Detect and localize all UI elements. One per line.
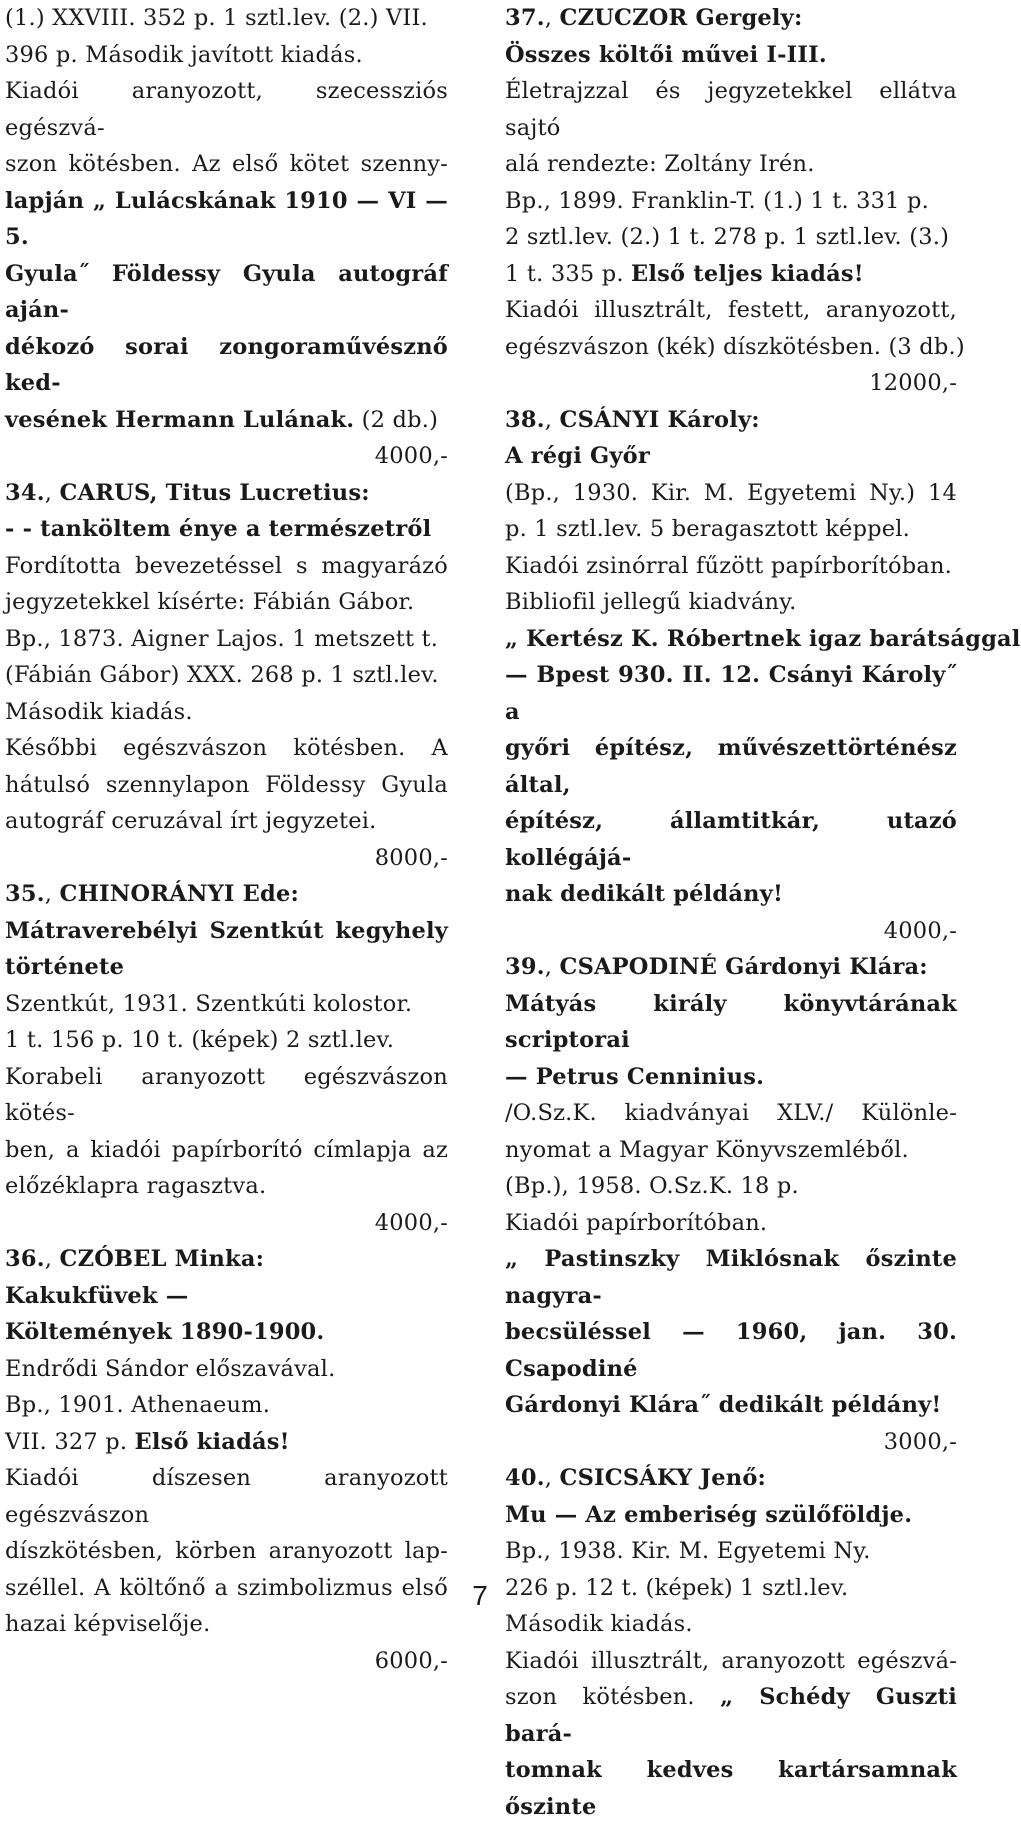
text-segment: 8000,- — [374, 844, 448, 871]
bold-text: Gárdonyi Klára˝ dedikált példány! — [505, 1392, 942, 1418]
text-segment: Fordította bevezetéssel s magyarázó — [5, 552, 448, 579]
bold-text: Összes költői művei I-III. — [505, 41, 827, 68]
catalog-line — [505, 803, 957, 876]
text-segment: (Fábián Gábor) XXX. 268 p. 1 sztl.lev. — [5, 662, 439, 688]
bold-text: A régi Győr — [505, 443, 650, 469]
catalog-line — [505, 1168, 957, 1205]
catalog-line — [505, 292, 957, 329]
text-segment: 2 sztl.lev. (2.) 1 t. 278 p. 1 sztl.lev. (3.) — [505, 224, 950, 250]
bold-text: története — [5, 954, 125, 980]
catalog-line — [505, 329, 965, 366]
catalog-line — [505, 146, 957, 183]
bold-text: — Bpest 930. II. 12. Csányi Károly˝ a — [505, 662, 957, 725]
catalog-line — [505, 1752, 957, 1825]
text-segment: jegyzetekkel kísérte: Fábián Gábor. — [5, 589, 415, 615]
catalog-line — [5, 183, 448, 256]
text-segment: , — [544, 5, 560, 31]
catalog-line — [5, 913, 448, 950]
bold-text: lapján „ Lulácskának 1910 — VI — 5. — [5, 187, 448, 250]
right-column — [505, 0, 1021, 1825]
catalog-line — [505, 657, 957, 730]
catalog-line — [5, 803, 448, 840]
catalog-line — [505, 1241, 957, 1314]
bold-text: becsüléssel — 1960, jan. 30. Csapodiné — [505, 1319, 957, 1382]
text-segment: szon kötésben. Az első kötet szenny- — [5, 151, 448, 177]
text-segment: (Bp., 1930. Kir. M. Egyetemi Ny.) 14 — [505, 479, 957, 506]
catalog-line — [5, 949, 448, 986]
catalog-line — [505, 1205, 957, 1242]
catalog-line — [5, 657, 448, 694]
text-segment: Bp., 1901. Athenaeum. — [5, 1392, 271, 1418]
text-segment: Kiadói illusztrált, festett, aranyozott, — [505, 297, 957, 323]
catalog-line — [505, 1679, 957, 1752]
text-segment: hazai képviselője. — [5, 1611, 211, 1637]
price-line — [505, 365, 957, 402]
price-line — [505, 1424, 957, 1461]
catalog-line — [5, 256, 448, 329]
bold-text: győri építész, művészettörténész által, — [505, 735, 957, 798]
catalog-line — [5, 1387, 448, 1424]
text-segment: egészvászon (kék) díszkötésben. (3 db.) — [505, 333, 965, 360]
catalog-line — [5, 621, 448, 658]
catalog-line — [5, 694, 448, 731]
text-segment: Kiadói papírborítóban. — [505, 1209, 768, 1236]
bold-text: építész, államtitkár, utazó kollégájá- — [505, 808, 957, 871]
bold-text: dékozó sorai zongoraművésznő ked- — [5, 333, 448, 396]
catalog-line — [5, 511, 448, 548]
bold-text: CSAPODINÉ Gárdonyi Klára: — [559, 954, 928, 980]
text-segment: Bp., 1938. Kir. M. Egyetemi Ny. — [505, 1538, 871, 1564]
catalog-line — [505, 37, 957, 74]
text-segment: 4000,- — [374, 1209, 448, 1236]
bold-text: 34. — [5, 479, 45, 506]
bold-text: CZUCZOR Gergely: — [559, 5, 803, 31]
bold-text: CSICSÁKY Jenő: — [559, 1465, 767, 1491]
catalog-line — [5, 548, 448, 585]
catalog-line — [5, 329, 448, 402]
text-segment: Korabeli aranyozott egészvászon kötés- — [5, 1063, 448, 1126]
text-segment: Szentkút, 1931. Szentkúti kolostor. — [5, 990, 413, 1017]
text-segment: , — [544, 954, 560, 980]
catalog-line — [505, 1643, 957, 1680]
catalog-line — [505, 876, 957, 913]
bold-text: „ Schédy Guszti bará- — [505, 1684, 957, 1747]
catalog-line — [5, 730, 448, 767]
catalog-line — [505, 402, 957, 439]
text-segment: (Bp.), 1958. O.Sz.K. 18 p. — [505, 1173, 799, 1199]
catalog-line — [505, 584, 957, 621]
text-segment: hátulsó szennylapon Földessy Gyula — [5, 771, 448, 798]
catalog-line — [505, 949, 957, 986]
catalog-line — [5, 1460, 448, 1533]
catalog-line — [5, 1022, 448, 1059]
text-segment: széllel. A költőnő a szimbolizmus első — [5, 1574, 448, 1601]
text-segment: Bp., 1899. Franklin-T. (1.) 1 t. 331 p. — [505, 187, 929, 214]
bold-text: Kakukfüvek — — [5, 1282, 189, 1309]
bold-text: Mu — Az emberiség szülőföldje. — [505, 1501, 913, 1528]
catalog-line — [5, 475, 448, 512]
bold-text: Mátraverebélyi Szentkút kegyhely — [5, 917, 448, 944]
price-line — [5, 438, 448, 475]
catalog-line — [505, 730, 957, 803]
bold-text: 37. — [505, 5, 545, 31]
text-segment: Kiadói aranyozott, szecessziós egészvá- — [5, 78, 448, 141]
catalog-line — [505, 1095, 957, 1132]
text-segment: 6000,- — [374, 1647, 448, 1674]
text-segment: , — [44, 1246, 60, 1272]
catalog-line — [505, 219, 957, 256]
text-segment: Bp., 1873. Aigner Lajos. 1 metszett t. — [5, 625, 439, 652]
catalog-line — [505, 1132, 957, 1169]
text-segment: Bibliofil jellegű kiadvány. — [505, 589, 797, 615]
catalog-line — [505, 548, 957, 585]
catalog-line — [5, 1059, 448, 1132]
catalog-line — [505, 1533, 957, 1570]
text-segment: Kiadói díszesen aranyozott egészvászon — [5, 1465, 448, 1528]
text-segment: autográf ceruzával írt jegyzetei. — [5, 808, 377, 834]
catalog-line — [505, 73, 957, 146]
catalog-line — [5, 402, 448, 439]
text-segment: 4000,- — [374, 443, 448, 469]
bold-text: „ Pastinszky Miklósnak őszinte nagyra- — [505, 1246, 957, 1309]
catalog-line — [5, 986, 448, 1023]
catalog-line — [5, 1132, 448, 1169]
text-segment: , — [544, 406, 560, 433]
text-segment: VII. 327 p. — [5, 1428, 135, 1455]
catalog-line — [505, 1314, 957, 1387]
text-segment: díszkötésben, körben aranyozott lap- — [5, 1538, 448, 1564]
price-line — [5, 1643, 448, 1680]
catalog-line — [5, 1351, 448, 1388]
text-segment: 3000,- — [883, 1428, 957, 1455]
bold-text: 36. — [5, 1246, 45, 1272]
text-segment: Második kiadás. — [505, 1611, 693, 1637]
bold-text: Első kiadás! — [134, 1428, 290, 1455]
catalog-line — [5, 1424, 448, 1461]
text-segment: p. 1 sztl.lev. 5 beragasztott képpel. — [505, 516, 911, 542]
catalog-line — [5, 1314, 448, 1351]
text-segment: 226 p. 12 t. (képek) 1 sztl.lev. — [505, 1574, 849, 1601]
text-segment: nyomat a Magyar Könyvszemléből. — [505, 1136, 909, 1163]
bold-text: tomnak kedves kartársamnak őszinte — [505, 1757, 957, 1820]
text-segment: , — [44, 881, 60, 907]
page-number: 7 — [472, 1580, 488, 1611]
text-segment: Életrajzzal és jegyzetekkel ellátva sajtó — [505, 78, 957, 141]
catalog-line — [505, 0, 957, 37]
text-segment: szon kötésben. — [505, 1684, 721, 1710]
bold-text: vesének Hermann Lulának. — [5, 406, 355, 433]
catalog-line — [505, 1059, 957, 1096]
bold-text: 39. — [505, 954, 545, 980]
left-column — [5, 0, 448, 1679]
catalog-line — [505, 621, 1021, 658]
bold-text: 38. — [505, 406, 545, 433]
bold-text: Költemények 1890-1900. — [5, 1319, 325, 1345]
catalog-line — [5, 1533, 448, 1570]
bold-text: - - tanköltem énye a természetről — [5, 516, 432, 542]
text-segment: 1 t. 335 p. — [505, 260, 632, 287]
catalog-line — [5, 876, 448, 913]
text-segment: , — [544, 1465, 560, 1491]
catalog-line — [5, 767, 448, 804]
catalog-line — [505, 1387, 957, 1424]
text-segment: előzéklapra ragasztva. — [5, 1173, 267, 1199]
catalog-line — [5, 0, 448, 37]
catalog-line — [505, 183, 957, 220]
text-segment: 12000,- — [869, 370, 957, 396]
price-line — [505, 913, 957, 950]
bold-text: CARUS, Titus Lucretius: — [59, 479, 370, 506]
catalog-line — [5, 37, 448, 74]
text-segment: , — [44, 479, 60, 506]
catalog-line — [5, 1168, 448, 1205]
text-segment: 396 p. Második javított kiadás. — [5, 41, 363, 68]
price-line — [5, 840, 448, 877]
text-segment: /O.Sz.K. kiadványai XLV./ Különle- — [505, 1100, 957, 1126]
catalog-line — [505, 1460, 957, 1497]
catalog-line — [505, 438, 957, 475]
text-segment: 1 t. 156 p. 10 t. (képek) 2 sztl.lev. — [5, 1027, 395, 1053]
bold-text: 35. — [5, 881, 45, 907]
catalog-line — [505, 511, 957, 548]
text-segment: alá rendezte: Zoltány Irén. — [505, 151, 815, 177]
price-line — [5, 1205, 448, 1242]
text-segment: Későbbi egészvászon kötésben. A — [5, 735, 448, 761]
catalog-line — [505, 475, 957, 512]
bold-text: — Petrus Cenninius. — [505, 1063, 765, 1090]
text-segment: Endrődi Sándor előszavával. — [5, 1355, 336, 1382]
text-segment: (2 db.) — [354, 406, 439, 433]
catalog-line — [5, 146, 448, 183]
catalog-line — [505, 256, 957, 293]
bold-text: CZÓBEL Minka: — [59, 1246, 265, 1272]
catalog-line — [505, 986, 957, 1059]
catalog-line — [5, 1278, 448, 1315]
text-segment: Második kiadás. — [5, 698, 193, 725]
bold-text: „ Kertész K. Róbertnek igaz barátsággal — [505, 625, 1021, 652]
catalog-line — [505, 1497, 957, 1534]
text-segment: Kiadói zsinórral fűzött papírborítóban. — [505, 552, 953, 579]
bold-text: CHINORÁNYI Ede: — [59, 881, 299, 907]
text-segment: (1.) XXVIII. 352 p. 1 sztl.lev. (2.) VII. — [5, 5, 428, 31]
bold-text: Mátyás király könyvtárának scriptorai — [505, 990, 957, 1053]
bold-text: Gyula˝ Földessy Gyula autográf aján- — [5, 260, 448, 323]
bold-text: CSÁNYI Károly: — [559, 406, 760, 433]
catalog-line — [5, 1241, 448, 1278]
text-segment: ben, a kiadói papírborító címlapja az — [5, 1136, 448, 1163]
bold-text: 40. — [505, 1465, 545, 1491]
catalog-line — [5, 73, 448, 146]
text-segment: 4000,- — [883, 917, 957, 944]
text-segment: Kiadói illusztrált, aranyozott egészvá- — [505, 1647, 957, 1674]
catalog-line — [5, 584, 448, 621]
bold-text: Első teljes kiadás! — [631, 260, 864, 287]
bold-text: nak dedikált példány! — [505, 881, 784, 907]
